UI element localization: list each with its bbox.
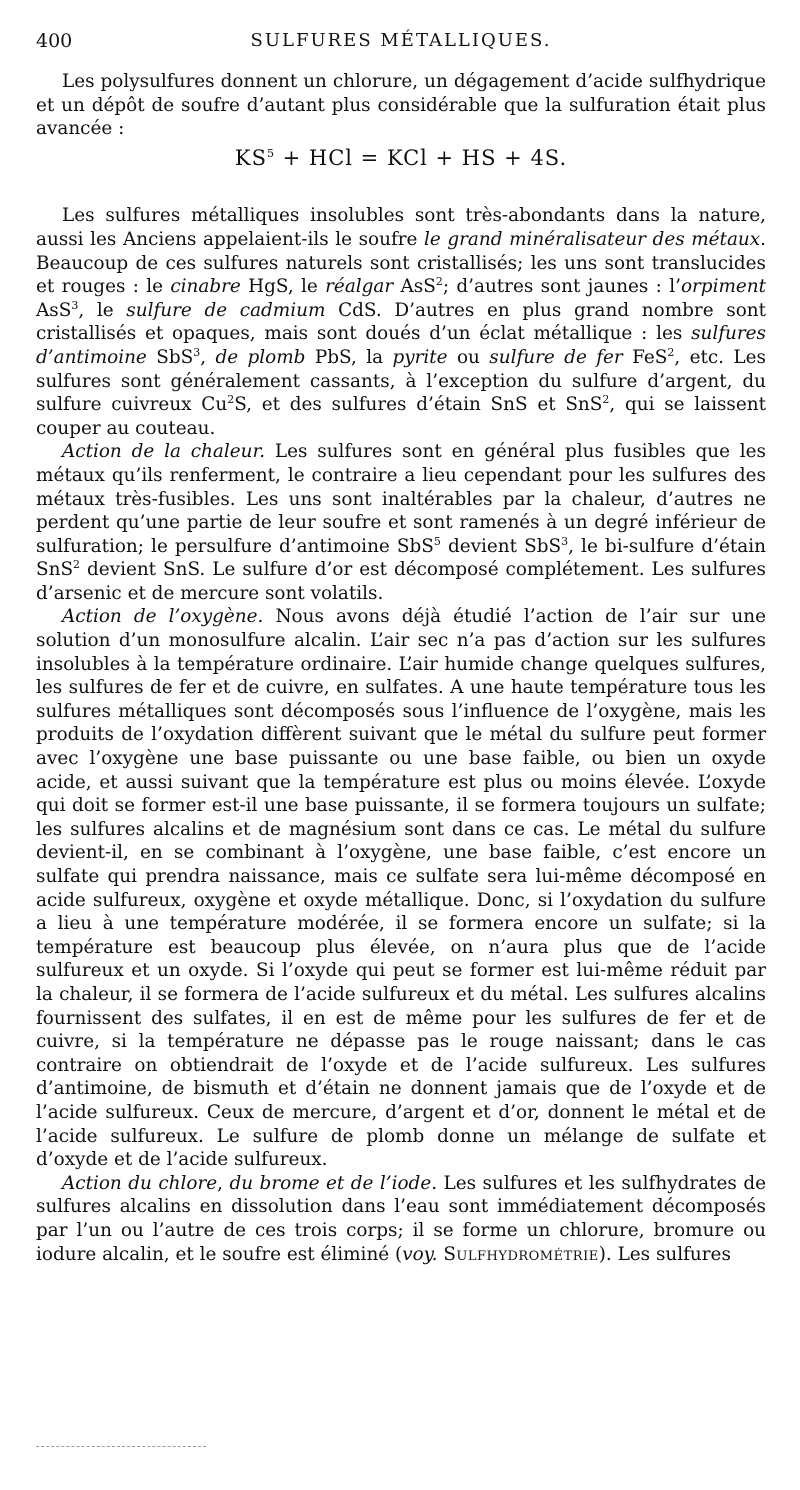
footer-rule bbox=[36, 1446, 206, 1447]
page-number: 400 bbox=[36, 30, 73, 52]
paragraph-polysulfures: Les polysulfures donnent un chlorure, un dégagement d’acide sulfhydrique et un dépôt de soufre d’autant plus considérable que la sulfuration était plus avancée : bbox=[36, 71, 766, 140]
body-text bbox=[36, 70, 766, 1266]
running-title: SULFURES MÉTALLIQUES. bbox=[250, 30, 552, 51]
running-header bbox=[36, 30, 766, 60]
paragraph-action-oxygene: Action de l’oxygène. Nous avons déjà étudié l’action de l’air sur une solution d’un monosulfure alcalin. L’air sec n’a pas d’action sur les sulfures insolubles à la température ordinaire. L’air humide change quelques sulfures, les sulfures de fer et de cuivre, en sulfates. A une haute température tous les sulfures métalliques sont décomposés sous l’influence de l’oxygène, mais les produits de l’oxydation diffèrent suivant que le métal du sulfure peut former avec l’oxygène une base puissante ou une base faible, ou bien un oxyde acide, et aussi suivant que la température est plus ou moins élevée. L’oxyde qui doit se former est-il une base puissante, il se formera toujours un sulfate; les sulfures alcalins et de magnésium sont dans ce cas. Le métal du sulfure devient-il, en se combinant à l’oxygène, une base faible, c’est encore un sulfate qui prendra naissance, mais ce sulfate sera lui-même décomposé en acide sulfureux, oxygène et oxyde métallique. Donc, si l’oxydation du sulfure a lieu à une température modérée, il se formera encore un sulfate; si la température est beaucoup plus élevée, on n’aura plus que de l’acide sulfureux et un oxyde. Si l’oxyde qui peut se former est lui-même réduit par la chaleur, il se formera de l’acide sulfureux et du métal. Les sulfures alcalins fournissent des sulfates, il en est de même pour les sulfures de fer et de cuivre, si la température ne dépasse pas le rouge naissant; dans le cas contraire on obtiendrait de l’oxyde et de l’acide sulfureux. Les sulfures d’antimoine, de bismuth et d’étain ne donnent jamais que de l’oxyde et de l’acide sulfureux. Ceux de mercure, d’argent et d’or, donnent le métal et de l’acide sulfureux. Le sulfure de plomb donne un mélange de sulfate et d’oxyde et de l’acide sulfureux. bbox=[36, 606, 767, 1171]
paragraph-action-chaleur: Action de la chaleur. Les sulfures sont en général plus fusibles que les métaux qu’ils renferment, le contraire a lieu cependant pour les sulfures des métaux très-fusibles. Les uns sont inaltérables par la chaleur, d’autres ne perdent qu’une partie de leur soufre et sont ramenés à un degré inférieur de sulfuration; le persulfure d’antimoine SbS$^5$ devient SbS$^3$, le bi-sulfure d’étain SnS$^2$ devient SnS. Le sulfure d’or est décomposé complétement. Les sulfures d’arsenic et de mercure sont volatils. bbox=[36, 441, 766, 604]
paragraph-sulfures-naturels: Les sulfures métalliques insolubles sont très-abondants dans la nature, aussi les Anciens appelaient-ils le soufre le grand minéralisateur des métaux. Beaucoup de ces sulfures naturels sont cristallisés; les uns sont translucides et rouges : le cinabre HgS, le réalgar AsS$^2$; d’autres sont jaunes : l’orpiment AsS$^3$, le sulfure de cadmium CdS. D’autres en plus grand nombre sont cristallisés et opaques, mais sont doués d’un éclat métallique : les sulfures d’antimoine SbS$^3$, de plomb PbS, la pyrite ou sulfure de fer FeS$^2$, etc. Les sulfures sont généralement cassants, à l’exception du sulfure d’argent, du sulfure cuivreux Cu$^2$S, et des sulfures d’étain SnS et SnS$^2$, qui se laissent couper au couteau. bbox=[36, 205, 767, 439]
paragraph-action-chlore: Action du chlore, du brome et de l’iode. Les sulfures et les sulfhydrates de sulfures alcalins en dissolution dans l’eau sont immédiatement décomposés par l’un ou l’autre de ces trois corps; il se forme un chlorure, bromure ou iodure alcalin, et le soufre est éliminé (voy. Sulfhydrométrie). Les sulfures bbox=[36, 1172, 766, 1265]
section-heading-chaleur: Action de la chaleur. bbox=[62, 441, 266, 463]
section-heading-chlore: Action du chlore bbox=[62, 1172, 218, 1194]
section-heading-oxygene: Action de l’oxygène. bbox=[62, 606, 264, 628]
chemical-equation: $KS^5$ + HCl = KCl + HS + 4S. bbox=[234, 145, 568, 170]
cross-reference: Sulfhydrométrie bbox=[443, 1243, 599, 1265]
